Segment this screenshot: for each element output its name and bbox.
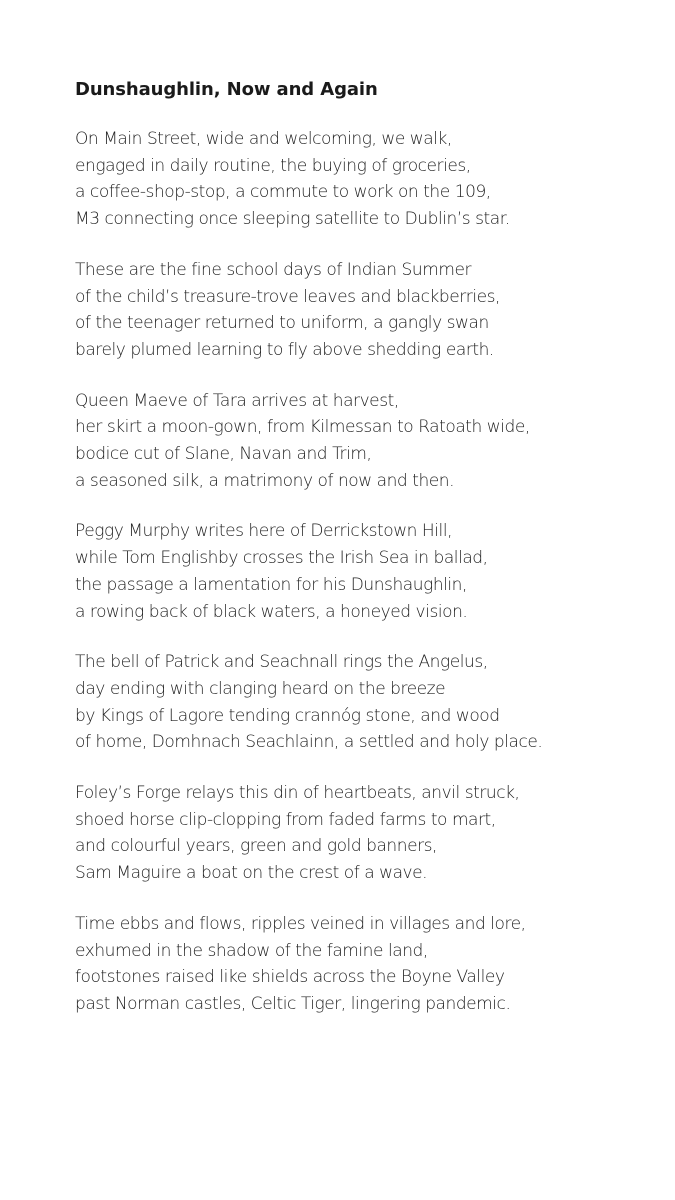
poem-line: a coffee-shop-stop, a commute to work on the 109, — [75, 182, 491, 203]
poem-line: by Kings of Lagore tending crannóg stone, and wood — [75, 705, 500, 726]
poem-line: footstones raised like shields across the Boyne Valley — [75, 967, 505, 988]
poem-line: her skirt a moon-gown, from Kilmessan to Ratoath wide, — [75, 417, 530, 438]
poem-line: day ending with clanging heard on the breeze — [75, 678, 446, 699]
poem-line: M3 connecting once sleeping satellite to Dublin’s star. — [75, 209, 510, 230]
poem-line: of the teenager returned to uniform, a gangly swan — [75, 313, 489, 334]
stanza-5 — [75, 649, 655, 756]
poem-line: of the child’s treasure-trove leaves and blackberries, — [75, 286, 500, 307]
stanza-7 — [75, 911, 655, 1018]
poem-line: of home, Domhnach Seachlainn, a settled and holy place. — [75, 732, 543, 753]
stanza-2 — [75, 257, 655, 364]
poem-line: On Main Street, wide and welcoming, we walk, — [75, 129, 452, 149]
poem-line: exhumed in the shadow of the famine land, — [75, 940, 428, 961]
poem-line: barely plumed learning to fly above shedding earth. — [75, 339, 494, 360]
poem-line: shoed horse clip-clopping from faded farms to mart, — [75, 809, 496, 830]
poem-line: while Tom Englishby crosses the Irish Sea in ballad, — [75, 548, 488, 569]
poem-line: Sam Maguire a boat on the crest of a wave. — [75, 863, 428, 884]
poem-line: Queen Maeve of Tara arrives at harvest, — [75, 390, 399, 411]
poem-line: bodice cut of Slane, Navan and Trim, — [75, 444, 372, 465]
poem-line: a rowing back of black waters, a honeyed vision. — [75, 601, 468, 622]
poem-line: a seasoned silk, a matrimony of now and then. — [75, 470, 455, 491]
stanza-6 — [75, 780, 655, 887]
poem — [75, 76, 655, 1042]
poem-line: the passage a lamentation for his Dunshaughlin, — [75, 574, 467, 595]
poem-line: The bell of Patrick and Seachnall rings the Angelus, — [75, 652, 488, 673]
poem-line: engaged in daily routine, the buying of groceries, — [75, 155, 471, 176]
poem-line: Peggy Murphy writes here of Derrickstown Hill, — [75, 521, 453, 542]
stanza-1 — [75, 126, 655, 233]
stanza-3 — [75, 388, 655, 495]
stanza-4 — [75, 518, 655, 625]
poem-line: Time ebbs and flows, ripples veined in villages and lore, — [75, 913, 526, 934]
poem-title: Dunshaughlin, Now and Again — [75, 79, 378, 100]
poem-line: and colourful years, green and gold banners, — [75, 836, 437, 857]
poem-line: past Norman castles, Celtic Tiger, lingering pandemic. — [75, 993, 511, 1014]
poem-line: Foley’s Forge relays this din of heartbeats, anvil struck, — [75, 783, 520, 804]
poem-line: These are the fine school days of Indian Summer — [75, 259, 471, 280]
